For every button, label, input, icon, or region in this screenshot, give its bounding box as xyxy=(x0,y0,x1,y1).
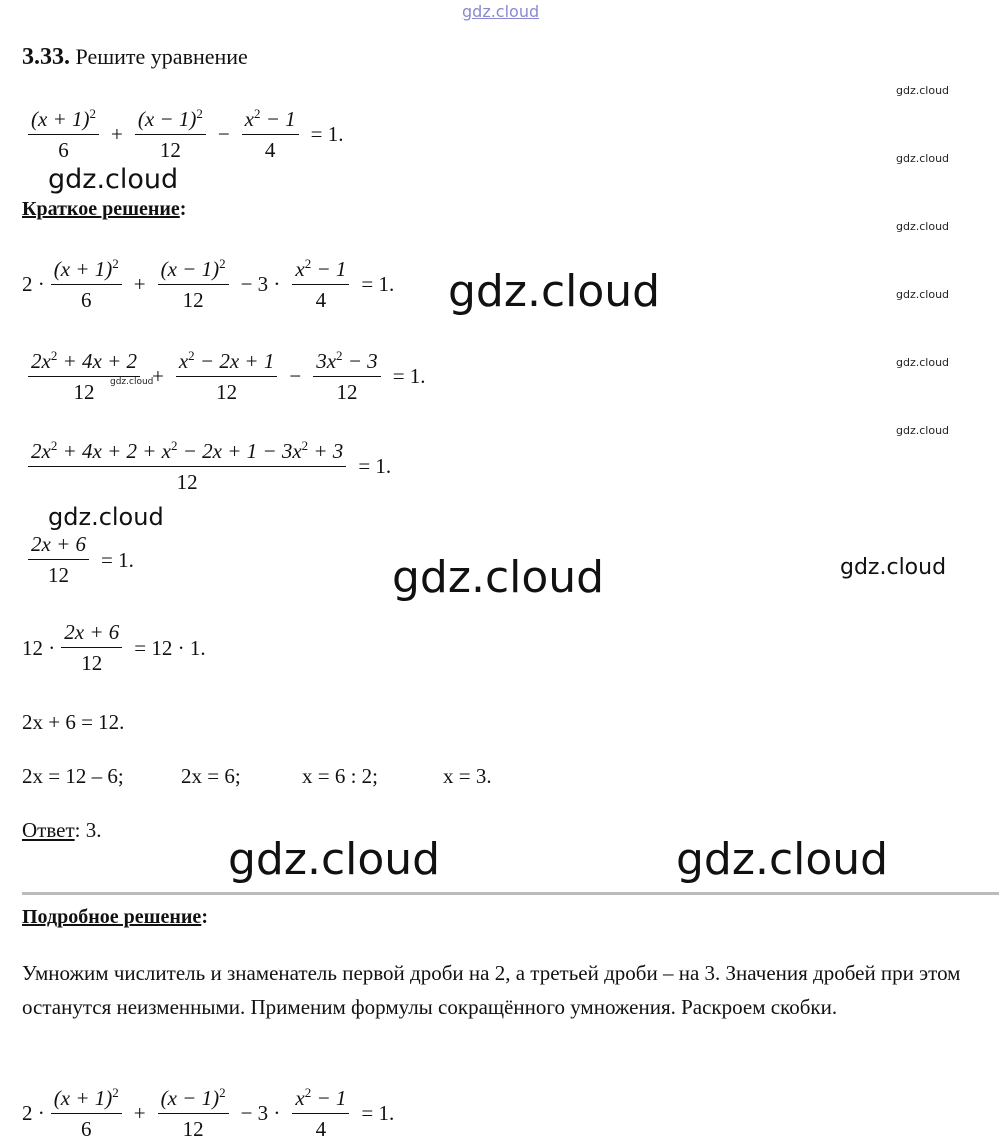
detailed-step-1: 2 · $\frac{(x + 1)^2}{6}$ + $\frac{(x - 1)^2}{12}$ − 3 · $\frac{x^2 - 1}{4}$ = 1. xyxy=(22,1085,395,1141)
fraction: $\frac{(x + 1)^2}{6}$ xyxy=(28,106,99,163)
short-step-7c: x = 6 : 2; xyxy=(302,764,379,788)
fraction: $\frac{x^2 - 1}{4}$ xyxy=(242,106,299,163)
fraction: $\frac{(x - 1)^2}{12}$ xyxy=(158,256,229,313)
short-step-7a: 2x = 12 – 6; xyxy=(22,764,124,788)
watermark: gdz.cloud xyxy=(896,84,950,97)
short-step-6: 2x + 6 = 12. xyxy=(22,710,125,734)
equation-rhs: = 1. xyxy=(310,122,344,146)
watermark: gdz.cloud xyxy=(896,220,950,233)
watermark: gdz.cloud xyxy=(48,164,179,195)
watermark: gdz.cloud xyxy=(392,552,605,603)
operator: + xyxy=(110,122,123,146)
operator: − xyxy=(217,122,230,146)
watermark-top[interactable]: gdz.cloud xyxy=(462,2,540,21)
fraction: $\frac{2x^2 + 4x + 2}{12}$ xyxy=(28,348,140,405)
answer xyxy=(22,818,101,843)
watermark: gdz.cloud xyxy=(896,152,950,165)
watermark: gdz.cloud xyxy=(110,377,154,387)
short-step-1: 2 · $\frac{(x + 1)^2}{6}$ + $\frac{(x - 1)^2}{12}$ − 3 · $\frac{x^2 - 1}{4}$ = 1. xyxy=(22,256,395,312)
problem-statement: Решите уравнение xyxy=(75,44,248,69)
equation xyxy=(22,106,350,163)
fraction: $\frac{2x + 6}{12}$ xyxy=(28,532,89,588)
watermark: gdz.cloud xyxy=(896,356,950,369)
fraction: $\frac{2x^2 + 4x + 2 + x^2 - 2x + 1 - 3x^2 + 3}{12}$ xyxy=(28,438,346,495)
short-step-7d: x = 3. xyxy=(443,764,492,788)
watermark: gdz.cloud xyxy=(448,266,661,317)
watermark: gdz.cloud xyxy=(896,424,950,437)
detailed-paragraph: Умножим числитель и знаменатель первой дроби на 2, а третьей дроби – на 3. Значения дробей при этом останутся неизменными. Применим формулы сокращённого умножения. Раскроем скобки. xyxy=(22,961,961,1019)
watermark: gdz.cloud xyxy=(48,503,164,531)
watermark: gdz.cloud xyxy=(896,288,950,301)
problem-title xyxy=(22,44,248,71)
problem-number: 3.33. xyxy=(22,44,70,70)
fraction: $\frac{2x + 6}{12}$ xyxy=(61,620,122,676)
short-step-3: $\frac{2x^2 + 4x + 2 + x^2 - 2x + 1 - 3x^2 + 3}{12}$ = 1. xyxy=(22,438,397,495)
detailed-solution-header: Подробное решение: xyxy=(22,906,208,928)
fraction: $\frac{(x + 1)^2}{6}$ xyxy=(51,1085,122,1142)
short-solution-header: Краткое решение: xyxy=(22,198,187,220)
section-divider xyxy=(22,892,999,895)
watermark: gdz.cloud xyxy=(840,555,947,580)
answer-label: Ответ xyxy=(22,818,75,842)
fraction: $\frac{(x - 1)^2}{12}$ xyxy=(158,1085,229,1142)
watermark: gdz.cloud xyxy=(228,834,441,885)
short-step-2: $\frac{2x^2 + 4x + 2}{12}$ + $\frac{x^2 - 2x + 1}{12}$ − $\frac{3x^2 - 3}{12}$ = 1. xyxy=(22,348,432,405)
fraction: $\frac{(x - 1)^2}{12}$ xyxy=(135,106,206,163)
fraction: $\frac{x^2 - 1}{4}$ xyxy=(292,1085,349,1142)
short-step-4: $\frac{2x + 6}{12}$ = 1. xyxy=(22,532,140,588)
watermark: gdz.cloud xyxy=(676,834,889,885)
fraction: $\frac{3x^2 - 3}{12}$ xyxy=(313,348,381,405)
fraction: $\frac{x^2 - 2x + 1}{12}$ xyxy=(176,348,278,405)
answer-value: : 3. xyxy=(74,818,102,842)
fraction: $\frac{(x + 1)^2}{6}$ xyxy=(51,256,122,313)
short-step-7b: 2x = 6; xyxy=(181,764,241,788)
short-step-5: 12 · $\frac{2x + 6}{12}$ = 12 · 1. xyxy=(22,620,206,675)
fraction: $\frac{x^2 - 1}{4}$ xyxy=(292,256,349,313)
